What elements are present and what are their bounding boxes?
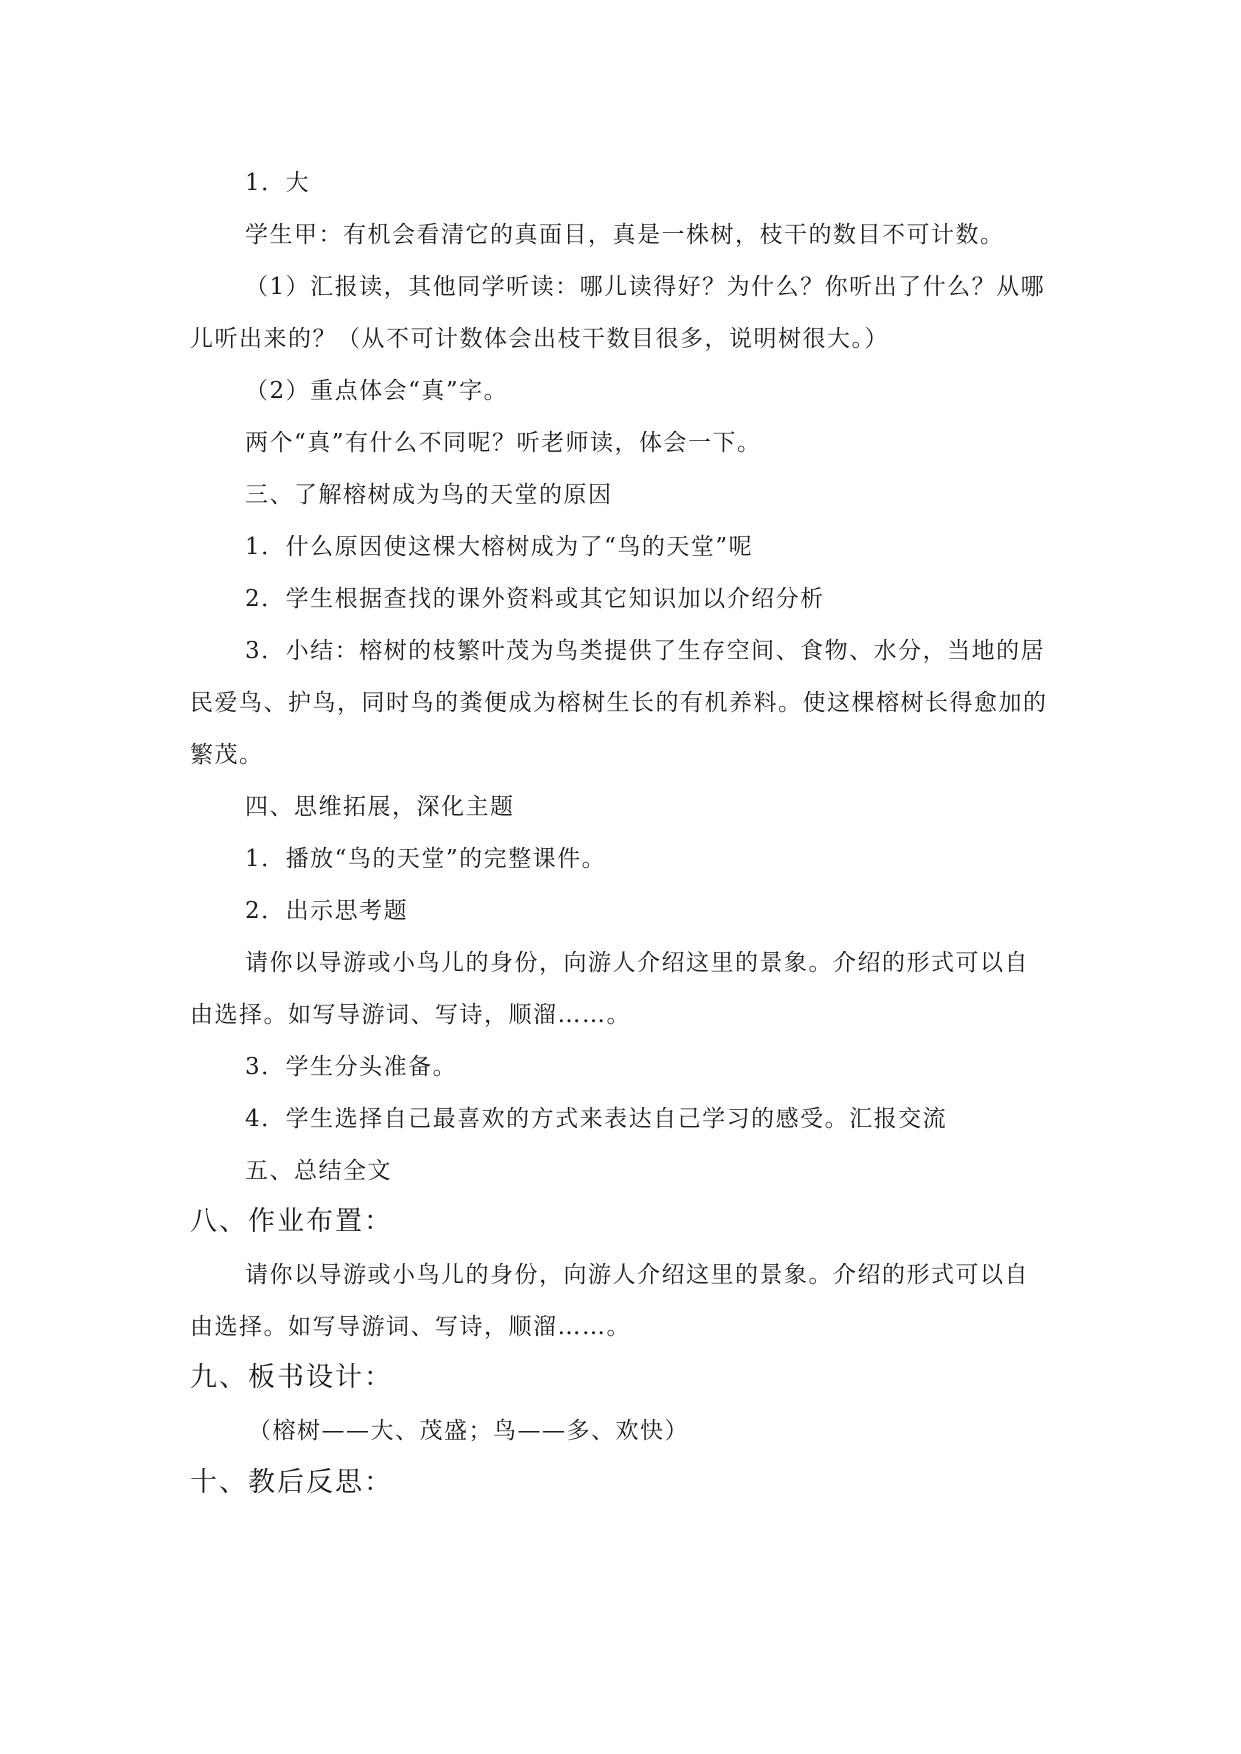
heading-reflection: 十、教后反思：	[190, 1467, 393, 1498]
para-line-10: 3．小结：榕树的枝繁叶茂为鸟类提供了生存空间、食物、水分，当地的居	[245, 638, 1046, 664]
para-line-4: 儿听出来的？（从不可计数体会出枝干数目很多，说明树很大。）	[190, 326, 889, 352]
para-line-9: 2．学生根据查找的课外资料或其它知识加以介绍分析	[245, 586, 825, 612]
para-line-16: 请你以导游或小鸟儿的身份，向游人介绍这里的景象。介绍的形式可以自	[245, 950, 1029, 976]
heading-board-design: 九、板书设计：	[190, 1362, 393, 1393]
para-line-6: 两个“真”有什么不同呢？听老师读，体会一下。	[245, 430, 762, 456]
para-line-3: （1）汇报读，其他同学听读：哪儿读得好？为什么？你听出了什么？从哪	[245, 274, 1046, 300]
section-heading-3: 三、了解榕树成为鸟的天堂的原因	[245, 482, 613, 508]
board-design-content: （榕树——大、茂盛；鸟——多、欢快）	[248, 1418, 689, 1444]
section-heading-5: 五、总结全文	[245, 1158, 392, 1184]
para-line-17: 由选择。如写导游词、写诗，顺溜……。	[190, 1002, 631, 1028]
para-line-2: 学生甲：有机会看清它的真面目，真是一株树，枝干的数目不可计数。	[245, 222, 1005, 248]
para-line-12: 繁茂。	[190, 742, 264, 768]
para-line-14: 1．播放“鸟的天堂”的完整课件。	[245, 846, 607, 872]
para-line-5: （2）重点体会“真”字。	[245, 378, 509, 404]
para-line-22: 请你以导游或小鸟儿的身份，向游人介绍这里的景象。介绍的形式可以自	[245, 1262, 1029, 1288]
para-line-15: 2．出示思考题	[245, 898, 409, 924]
section-heading-4: 四、思维拓展，深化主题	[245, 794, 515, 820]
para-line-23: 由选择。如写导游词、写诗，顺溜……。	[190, 1314, 631, 1340]
para-line-18: 3．学生分头准备。	[245, 1054, 458, 1080]
heading-homework: 八、作业布置：	[190, 1206, 393, 1237]
para-line-11: 民爱鸟、护鸟，同时鸟的粪便成为榕树生长的有机养料。使这棵榕树长得愈加的	[190, 690, 1048, 716]
para-line-19: 4．学生选择自己最喜欢的方式来表达自己学习的感受。汇报交流	[245, 1106, 948, 1132]
para-line-1: 1．大	[245, 170, 311, 196]
para-line-8: 1．什么原因使这棵大榕树成为了“鸟的天堂”呢	[245, 534, 754, 560]
